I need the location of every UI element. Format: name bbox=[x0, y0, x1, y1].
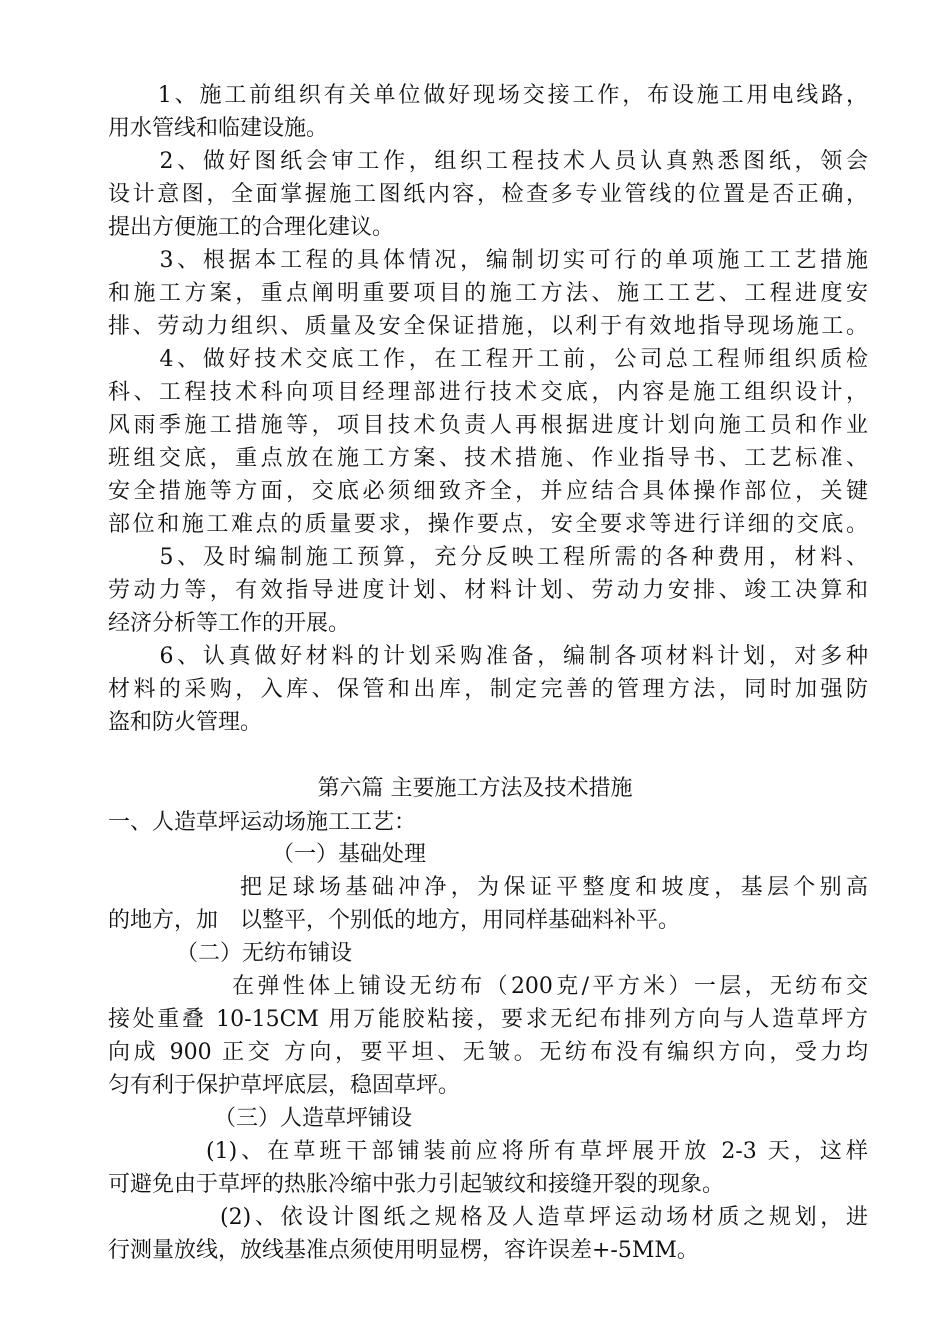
paragraph-3-line-3: 排、劳动力组织、质量及安全保证措施，以利于有效地指导现场施工。 bbox=[108, 314, 868, 339]
subsection-3-item-1-line-2: 可避免由于草坪的热胀冷缩中张力引起皱纹和接缝开裂的现象。 bbox=[108, 1172, 725, 1197]
paragraph-6-line-2: 材料的采购，入库、保管和出库，制定完善的管理方法，同时加强防 bbox=[108, 677, 868, 702]
paragraph-6-line-1: 6、认真做好材料的计划采购准备，编制各项材料计划，对多种 bbox=[108, 644, 868, 669]
paragraph-5-line-1: 5、及时编制施工预算，充分反映工程所需的各种费用，材料、 bbox=[108, 545, 868, 570]
paragraph-4-line-4: 班组交底，重点放在施工方案、技术措施、作业指导书、工艺标准、 bbox=[108, 446, 868, 471]
paragraph-3-line-2: 和施工方案，重点阐明重要项目的施工方法、施工工艺、工程进度安 bbox=[108, 281, 868, 306]
subsection-3-item-2-line-1: (2)、依设计图纸之规格及人造草坪运动场材质之规划，进 bbox=[220, 1205, 868, 1230]
subsection-3-heading: （三）人造草坪铺设 bbox=[214, 1106, 413, 1131]
subsection-1-line-2: 的地方，加 以整平，个别低的地方，用同样基础料补平。 bbox=[108, 908, 681, 933]
subsection-3-item-1-line-1: (1)、在草班干部铺装前应将所有草坪展开放 2-3 天，这样 bbox=[206, 1139, 868, 1164]
subsection-1-line-1: 把足球场基础冲净，为保证平整度和坡度，基层个别高 bbox=[240, 875, 868, 900]
subsection-2-heading: （二）无纺布铺设 bbox=[176, 941, 353, 966]
paragraph-2-line-2: 设计意图，全面掌握施工图纸内容，检查多专业管线的位置是否正确， bbox=[108, 182, 868, 207]
paragraph-2-line-3: 提出方便施工的合理化建议。 bbox=[108, 215, 395, 240]
paragraph-4-line-1: 4、做好技术交底工作，在工程开工前，公司总工程师组织质检 bbox=[108, 347, 868, 372]
paragraph-6-line-3: 盗和防火管理。 bbox=[108, 710, 263, 735]
subsection-2-line-2: 接处重叠 10-15CM 用万能胶粘接，要求无纪布排列方向与人造草坪方 bbox=[108, 1007, 868, 1032]
paragraph-4-line-6: 部位和施工难点的质量要求，操作要点，安全要求等进行详细的交底。 bbox=[108, 512, 868, 537]
subsection-3-item-2-line-2: 行测量放线，放线基准点须使用明显楞，容许误差+-5MM。 bbox=[108, 1238, 699, 1263]
paragraph-4-line-2: 科、工程技术科向项目经理部进行技术交底，内容是施工组织设计， bbox=[108, 380, 868, 405]
subsection-2-line-3: 向成 900 正交 方向，要平坦、无皱。无纺布没有编织方向，受力均 bbox=[108, 1040, 868, 1065]
paragraph-1-line-2: 用水管线和临建设施。 bbox=[108, 116, 329, 141]
chapter-title: 第六篇 主要施工方法及技术措施 bbox=[317, 776, 633, 801]
paragraph-1-line-1: 1、施工前组织有关单位做好现场交接工作，布设施工用电线路， bbox=[108, 83, 868, 108]
subsection-1-heading: （一）基础处理 bbox=[272, 842, 427, 867]
subsection-2-line-4: 匀有利于保护草坪底层，稳固草坪。 bbox=[108, 1073, 461, 1098]
section-heading: 一、人造草坪运动场施工工艺： bbox=[108, 810, 417, 835]
paragraph-5-line-2: 劳动力等，有效指导进度计划、材料计划、劳动力安排、竣工决算和 bbox=[108, 578, 868, 603]
paragraph-4-line-5: 安全措施等方面，交底必须细致齐全，并应结合具体操作部位，关键 bbox=[108, 479, 868, 504]
paragraph-3-line-1: 3、根据本工程的具体情况，编制切实可行的单项施工工艺措施 bbox=[108, 248, 868, 273]
paragraph-5-line-3: 经济分析等工作的开展。 bbox=[108, 611, 351, 636]
subsection-2-line-1: 在弹性体上铺设无纺布（200克/平方米）一层，无纺布交 bbox=[232, 974, 868, 999]
paragraph-2-line-1: 2、做好图纸会审工作，组织工程技术人员认真熟悉图纸，领会 bbox=[108, 149, 868, 174]
paragraph-4-line-3: 风雨季施工措施等，项目技术负责人再根据进度计划向施工员和作业 bbox=[108, 413, 868, 438]
